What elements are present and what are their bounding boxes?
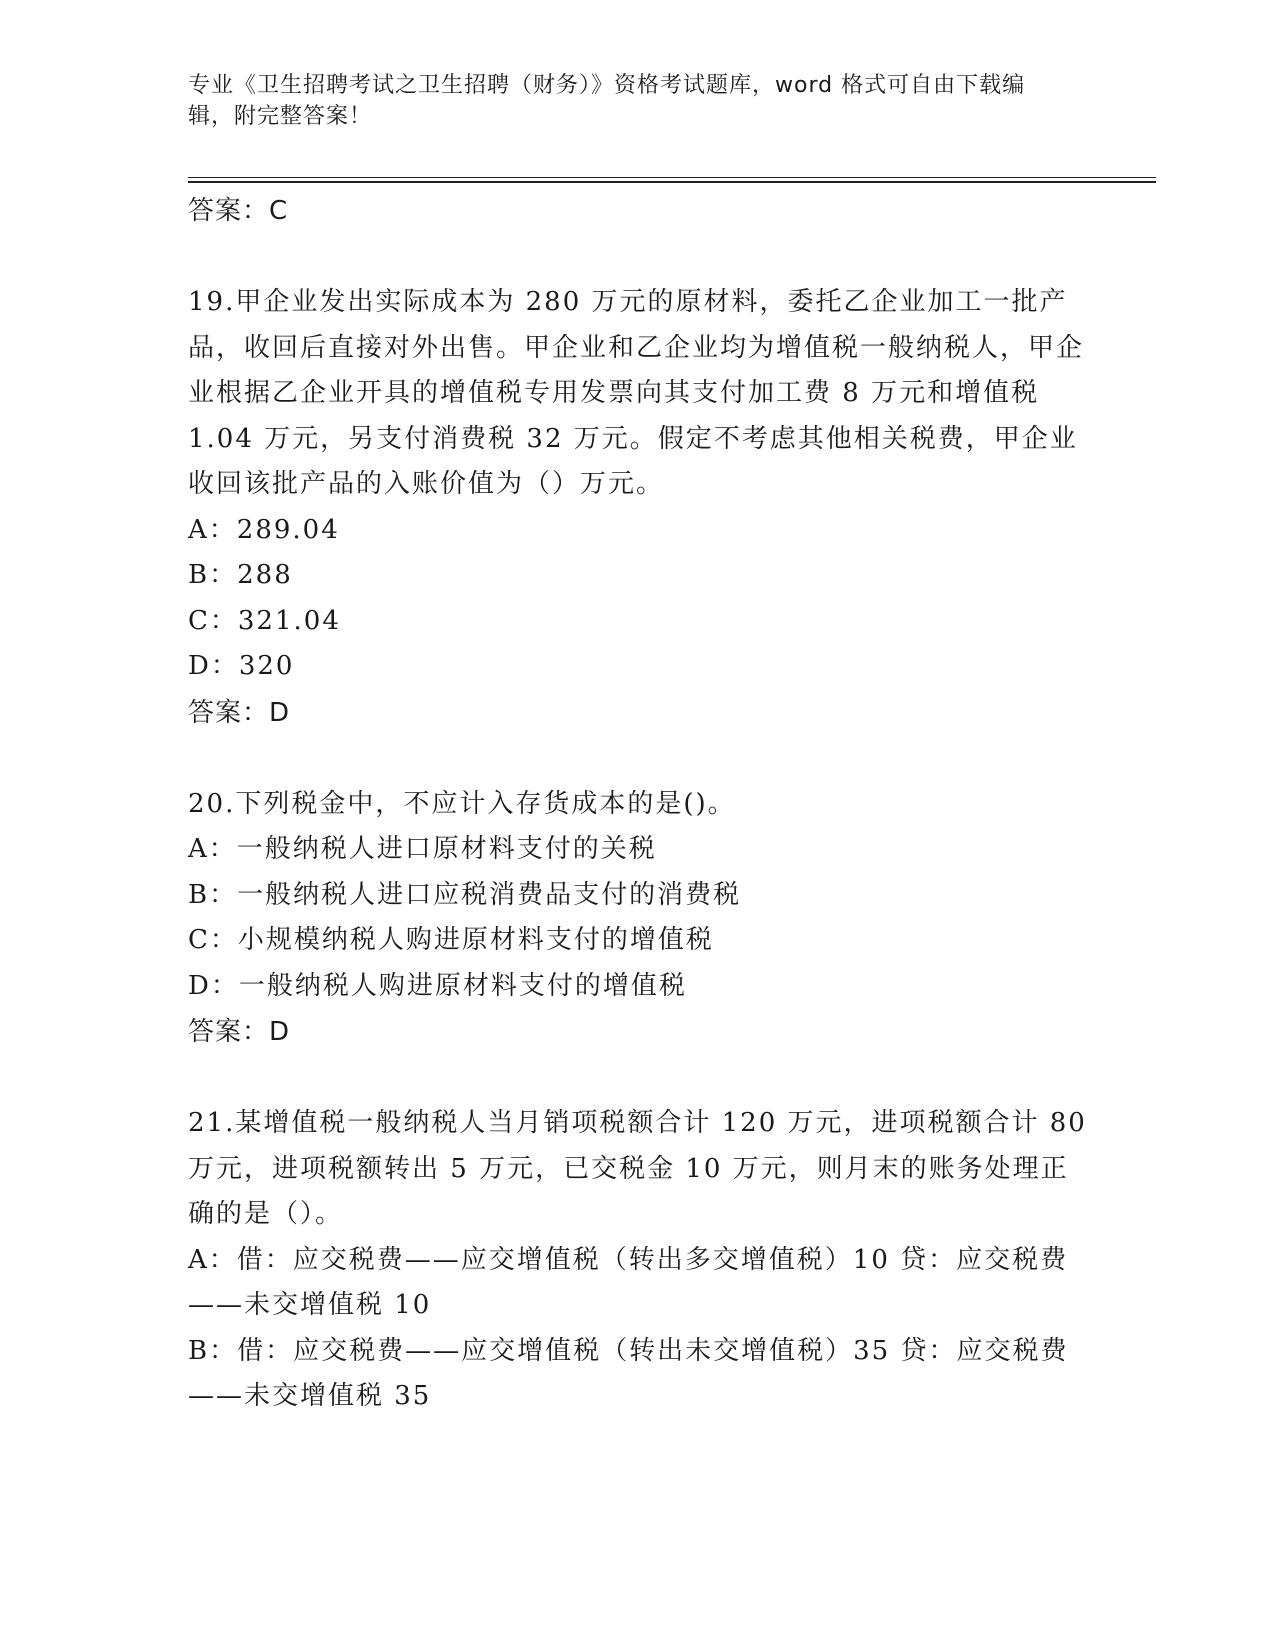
option-d: D：一般纳税人购进原材料支付的增值税: [188, 970, 687, 1001]
question-stem: 21.某增值税一般纳税人当月销项税额合计 120 万元，进项税额合计 80 万元，进项税额转出 5 万元，已交税金 10 万元，则月末的账务处理正确的是（）。: [188, 1108, 1087, 1229]
option-a: A：289.04: [188, 514, 340, 545]
header-rule-thin: [188, 177, 1156, 178]
previous-answer: 答案：C: [188, 196, 289, 226]
question-20: [188, 782, 1088, 1056]
option-b: B：288: [188, 560, 293, 590]
option-a: A：借：应交税费——应交增值税（转出多交增值税）10 贷：应交税费——未交增值税 10: [188, 1244, 1069, 1320]
option-a: A：一般纳税人进口原材料支付的关税: [188, 834, 657, 864]
question-answer: 答案：D: [188, 697, 291, 728]
option-b: B：借：应交税费——应交增值税（转出未交增值税）35 贷：应交税费——未交增值税 35: [188, 1335, 1069, 1411]
header-rule-thick: [188, 181, 1156, 183]
question-21: [188, 1101, 1088, 1420]
option-c: C：小规模纳税人购进原材料支付的增值税: [188, 925, 714, 955]
option-c: C：321.04: [188, 605, 341, 636]
option-b: B：一般纳税人进口应税消费品支付的消费税: [188, 879, 742, 910]
option-d: D：320: [188, 651, 295, 681]
question-list: [188, 188, 1088, 1420]
question-stem: 20.下列税金中，不应计入存货成本的是()。: [188, 788, 736, 819]
page-header: [188, 70, 1068, 132]
question-stem: 19.甲企业发出实际成本为 280 万元的原材料，委托乙企业加工一批产品，收回后直接对外出售。甲企业和乙企业均为增值税一般纳税人，甲企业根据乙企业开具的增值税专用发票向其支付加工费 8 万元和增值税 1.04 万元，另支付消费税 32 万元。假定不考虑其他相关税费，甲企业收回该批产品的入账价值为（）万元。: [188, 287, 1085, 499]
question-answer: 答案：D: [188, 1017, 291, 1047]
header-text: 专业《卫生招聘考试之卫生招聘（财务）》资格考试题库，word 格式可自由下载编辑，附完整答案！: [188, 73, 1026, 129]
question-19: [188, 280, 1088, 736]
